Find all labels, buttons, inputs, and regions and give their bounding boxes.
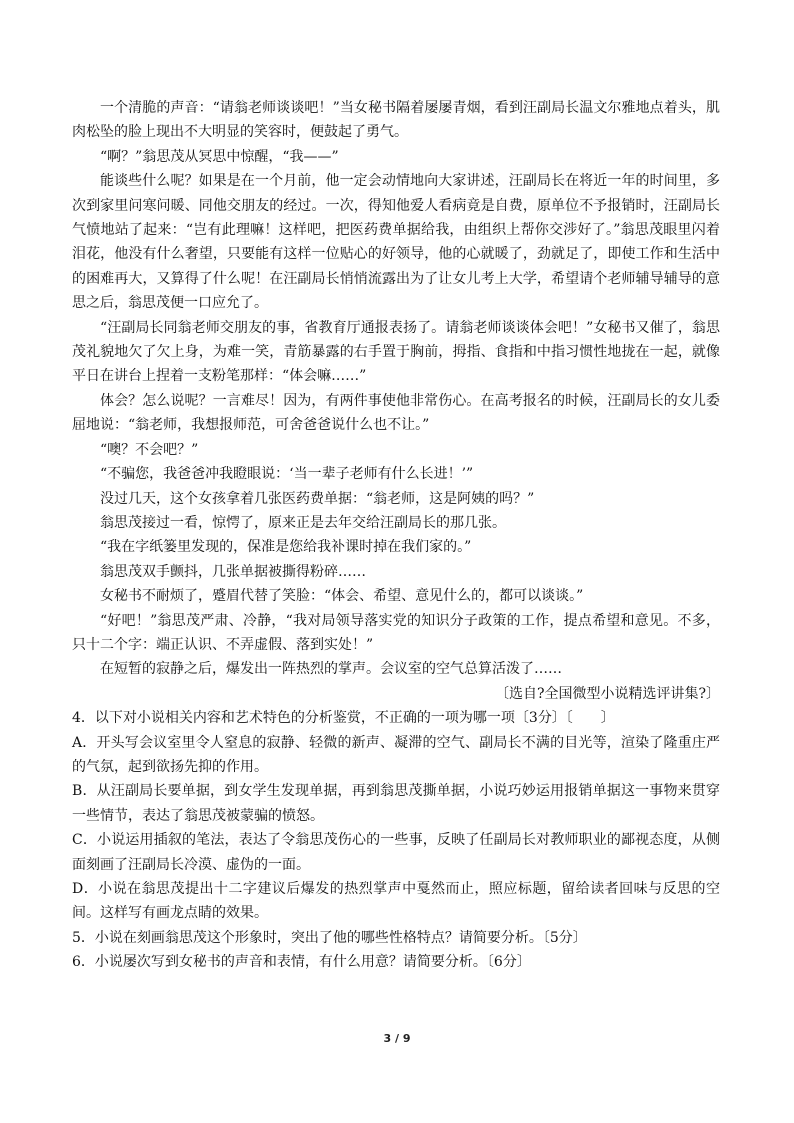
story-paragraph: 在短暂的寂静之后，爆发出一阵热烈的掌声。会议室的空气总算活泼了……: [100, 661, 562, 678]
question-4-stem: 4．以下对小说相关内容和艺术特色的分析鉴赏，不正确的一项为哪一项〔3分〕〔 〕: [72, 710, 615, 727]
story-paragraph: 女秘书不耐烦了，蹙眉代替了笑脸：“体会、希望、意见什么的，都可以谈谈。”: [100, 588, 584, 605]
story-source: 〔选自?全国微型小说精选评讲集?〕: [494, 685, 720, 702]
question-4-option-a: A．开头写会议室里令人窒息的寂静、轻微的新声、凝滞的空气、副局长不满的目光等，渲染了隆重庄严的气氛，起到欲扬先抑的作用。: [72, 734, 720, 775]
story-paragraph: 翁思茂接过一看，惊愕了，原来正是去年交给汪副局长的那几张。: [100, 514, 506, 531]
story-paragraph: “啊？”翁思茂从冥思中惊醒，“我——”: [100, 148, 339, 165]
question-4-option-b: B．从汪副局长要单据，到女学生发现单据，再到翁思茂撕单据，小说巧妙运用报销单据这一事物来贯穿一些情节，表达了翁思茂被蒙骗的愤怒。: [72, 783, 720, 824]
question-6: 6．小说屡次写到女秘书的声音和表情，有什么用意？请简要分析。〔6分〕: [72, 954, 531, 971]
question-4-option-c: C．小说运用插叙的笔法，表达了令翁思茂伤心的一些事，反映了任副局长对教师职业的鄙视态度，从侧面刻画了汪副局长冷漠、虚伪的一面。: [72, 832, 720, 873]
story-paragraph: 没过几天，这个女孩拿着几张医药费单据：“翁老师，这是阿姨的吗？”: [100, 490, 535, 507]
story-paragraph: 翁思茂双手颤抖，几张单据被撕得粉碎……: [100, 563, 366, 580]
question-5: 5．小说在刻画翁思茂这个形象时，突出了他的哪些性格特点？请简要分析。〔5分〕: [72, 929, 587, 946]
page-number: 3 / 9: [383, 1032, 411, 1045]
story-paragraph: “好吧！”翁思茂严肃、冷静，“我对局领导落实党的知识分子政策的工作，提点希望和意见。不多，只十二个字：端正认识、不弄虚假、落到实处！”: [72, 612, 720, 653]
story-paragraph: “我在字纸篓里发现的，保准是您给我补课时掉在我们家的。”: [100, 539, 472, 556]
question-4-option-d: D．小说在翁思茂提出十二字建议后爆发的热烈掌声中戛然而止，照应标题，留给读者回味与反思的空间。这样写有画龙点睛的效果。: [72, 881, 720, 922]
document-page: [72, 96, 720, 975]
story-paragraph: 一个清脆的声音：“请翁老师谈谈吧！”当女秘书隔着屡屡青烟，看到汪副局长温文尔雅地点着头，肌肉松坠的脸上现出不大明显的笑容时，便鼓起了勇气。: [72, 100, 720, 141]
story-paragraph: “不骗您，我爸爸冲我瞪眼说：‘当一辈子老师有什么长进！’”: [100, 466, 474, 483]
story-paragraph: 能谈些什么呢？如果是在一个月前，他一定会动情地向大家讲述，汪副局长在将近一年的时间里，多次到家里问寒问暖、同他交朋友的经过。一次，得知他爱人看病竟是自费，原单位不予报销时，汪副局长气愤地站了起来：“岂有此理嘛！这样吧，把医药费单据给我，由组织上帮你交涉好了。”翁思茂眼里闪着泪花，他没有什么奢望，只要能有这样一位贴心的好领导，他的心就暖了，劲就足了，即使工作和生活中的困难再大，又算得了什么呢！在汪副局长悄悄流露出为了让女儿考上大学，希望请个老师辅导辅导的意思之后，翁思茂便一口应允了。: [72, 173, 720, 312]
story-paragraph: 体会？怎么说呢？一言难尽！因为，有两件事使他非常伤心。在高考报名的时候，汪副局长的女儿委屈地说：“翁老师，我想报师范，可舍爸爸说什么也不让。”: [72, 392, 720, 434]
story-paragraph: “汪副局长同翁老师交朋友的事，省教育厅通报表扬了。请翁老师谈谈体会吧！”女秘书又催了，翁思茂礼貌地欠了欠上身，为难一笑，青筋暴露的右手置于胸前，拇指、食指和中指习惯性地拢在一起，就像平日在讲台上捏着一支粉笔那样：“体会嘛……”: [72, 319, 720, 385]
story-paragraph: “噢？不会吧？”: [100, 441, 199, 458]
